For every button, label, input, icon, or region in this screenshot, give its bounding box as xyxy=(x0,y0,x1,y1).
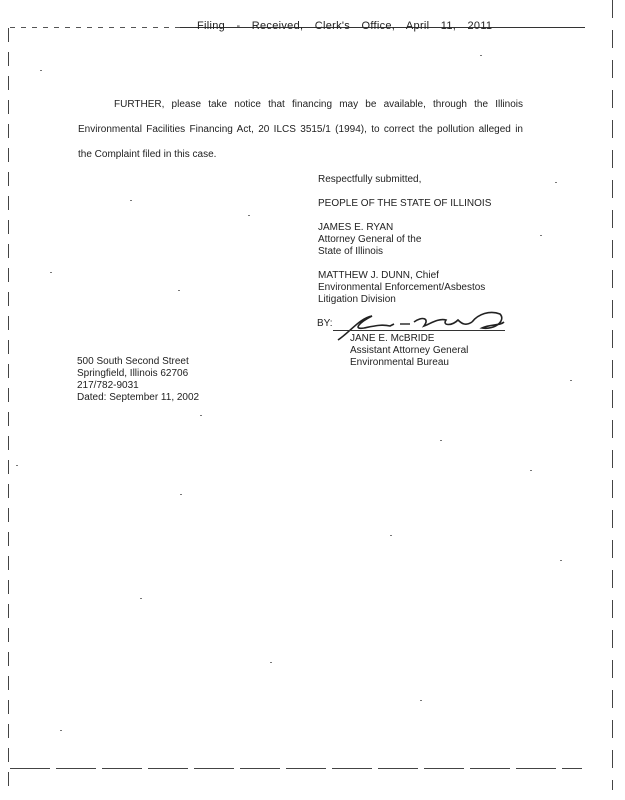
scan-speck xyxy=(180,494,182,495)
scan-speck xyxy=(200,415,202,416)
scan-edge-right xyxy=(612,0,613,790)
attorney-general-block xyxy=(318,222,421,258)
signer-block xyxy=(350,333,468,369)
chief-title-1: Environmental Enforcement/Asbestos xyxy=(318,282,486,293)
closing: Respectfully submitted, xyxy=(318,174,422,185)
scan-speck xyxy=(16,465,18,466)
signer-title-2: Environmental Bureau xyxy=(350,357,449,368)
scan-edge-bottom xyxy=(10,768,582,769)
scan-speck xyxy=(140,598,142,599)
by-label: BY: xyxy=(317,318,333,329)
signer-title-1: Assistant Attorney General xyxy=(350,345,469,356)
party-name: PEOPLE OF THE STATE OF ILLINOIS xyxy=(318,198,492,209)
scan-speck xyxy=(270,662,272,663)
scan-speck xyxy=(390,535,392,536)
filing-stamp-header: Filing - Received, Clerk's Office, April 11, 2011 xyxy=(197,20,493,32)
scan-speck xyxy=(40,70,42,71)
scan-edge-left xyxy=(8,28,9,788)
chief-title-2: Litigation Division xyxy=(318,294,396,305)
signer-name: JANE E. McBRIDE xyxy=(350,333,435,344)
scan-speck xyxy=(440,440,442,441)
scan-speck xyxy=(420,700,422,701)
division-chief-block xyxy=(318,270,485,306)
paragraph-line-1: FURTHER, please take notice that financing may be available, through the Illinois xyxy=(114,99,523,110)
scan-speck xyxy=(50,272,52,273)
scan-edge-top-left xyxy=(10,27,180,28)
ag-title-2: State of Illinois xyxy=(318,246,384,257)
notice-paragraph xyxy=(78,92,523,167)
ag-title-1: Attorney General of the xyxy=(318,234,422,245)
scan-speck xyxy=(130,200,132,201)
scan-speck xyxy=(60,730,62,731)
ag-name: JAMES E. RYAN xyxy=(318,222,394,233)
chief-name: MATTHEW J. DUNN, Chief xyxy=(318,270,439,281)
city-state-zip: Springfield, Illinois 62706 xyxy=(77,368,189,379)
scan-speck xyxy=(560,560,562,561)
scan-speck xyxy=(178,290,180,291)
scan-speck xyxy=(570,380,572,381)
signature-line xyxy=(333,330,505,331)
phone-number: 217/782-9031 xyxy=(77,380,139,391)
paragraph-line-2: Environmental Facilities Financing Act, 20 ILCS 3515/1 (1994), to correct the pollution alleged in xyxy=(78,124,523,135)
address-block xyxy=(77,356,199,404)
scan-speck xyxy=(480,55,482,56)
scan-speck xyxy=(248,215,250,216)
paragraph-line-3: the Complaint filed in this case. xyxy=(78,149,217,160)
street-address: 500 South Second Street xyxy=(77,356,189,367)
scan-speck xyxy=(530,470,532,471)
scan-speck xyxy=(555,182,557,183)
date-line: Dated: September 11, 2002 xyxy=(77,392,200,403)
scan-speck xyxy=(540,235,542,236)
